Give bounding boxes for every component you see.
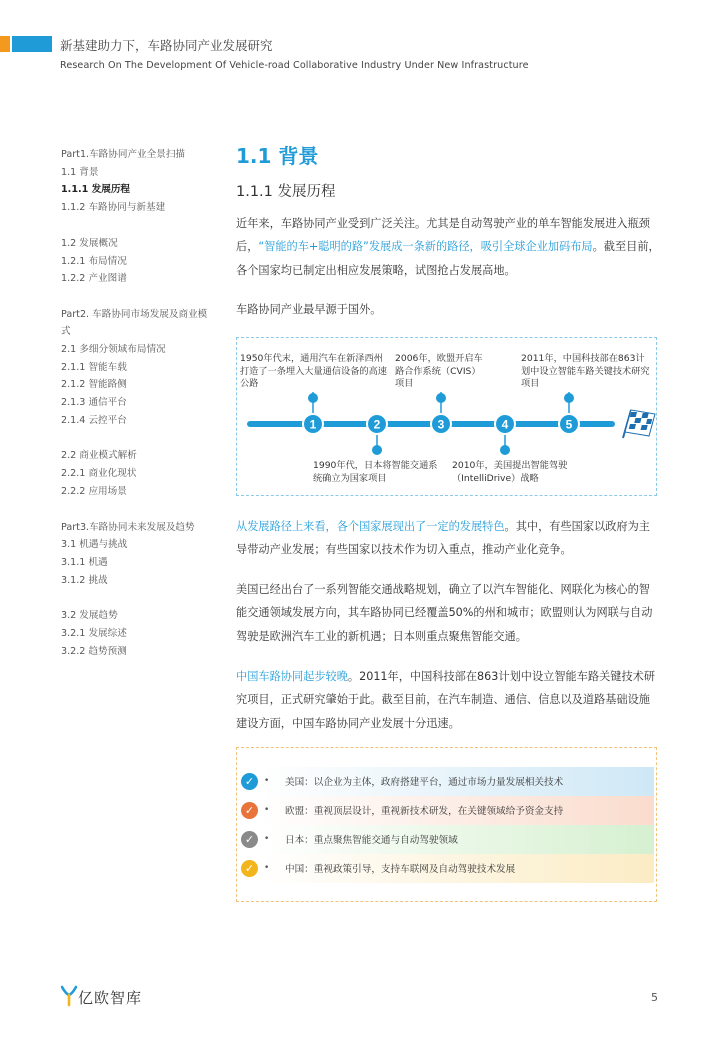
timeline-event-1: 1950年代末，通用汽车在新泽西州打造了一条埋入大量通信设备的高速公路: [240, 353, 387, 389]
timeline-event-2: 1990年代，日本将智能交通系统确立为国家项目: [313, 460, 438, 484]
paragraph-text: 近年来，车路协同产业受到广泛关注。尤其是自动驾驶产业的单车智能发展进入瓶颈后，: [236, 217, 650, 254]
timeline-event-5: 2011年，中国科技部在863计划中设立智能车路关键技术研究项目: [521, 353, 650, 389]
check-icon: ✓: [241, 802, 258, 819]
timeline-marker-1: [303, 414, 323, 434]
section-title: 1.1 背景: [236, 144, 319, 168]
country-row-japan: [241, 825, 654, 854]
report-title-en: Research On The Development Of Vehicle-road Collaborative Industry Under New Infrastructure: [60, 60, 529, 71]
toc-item[interactable]: 3.2 发展趋势: [61, 610, 118, 622]
page-number: 5: [651, 991, 658, 1004]
toc-group: [61, 607, 221, 660]
header-accent-orange: [0, 36, 10, 52]
toc-group: [61, 235, 221, 288]
toc-group: [61, 306, 221, 430]
header-accent-blue: [12, 36, 52, 52]
country-strategy-box: [236, 747, 657, 902]
timeline-box: [236, 337, 657, 496]
timeline-stem-dot: [436, 393, 446, 403]
subsection-title: 1.1.1 发展历程: [236, 184, 336, 200]
paragraph-highlight: 中国车路协同起步较晚: [236, 670, 348, 683]
paragraph-intro: [236, 212, 660, 282]
timeline-stem-dot: [564, 393, 574, 403]
bullet-icon: •: [264, 776, 270, 786]
toc-item[interactable]: 3.1.1 机遇: [61, 556, 108, 568]
report-title-cn: 新基建助力下，车路协同产业发展研究: [60, 38, 273, 53]
paragraph-origin: 车路协同产业最早源于国外。: [236, 303, 382, 316]
timeline-marker-3: [431, 414, 451, 434]
toc-item[interactable]: 1.1.2 车路协同与新基建: [61, 202, 166, 214]
country-row-us: [241, 767, 654, 796]
toc-item-active[interactable]: 1.1.1 发展历程: [61, 184, 131, 196]
toc-item[interactable]: 3.2.2 趋势预测: [61, 645, 127, 657]
paragraph-highlight: “智能的车+聪明的路”发展成一条新的路径，吸引全球企业加码布局: [258, 240, 593, 254]
country-text: 日本：重点聚焦智能交通与自动驾驶领域: [285, 835, 458, 846]
toc-item[interactable]: 1.2.1 布局情况: [61, 255, 127, 267]
paragraph-text: 。2011年，中国科技部在863计划中设立智能车路关键技术研究项目，正式研究肇始于此。截至目前，在汽车制造、通信、信息以及道路基础设施建设方面，中国车路协同产业发展十分迅速。: [236, 670, 656, 730]
toc-item[interactable]: 3.1 机遇与挑战: [61, 539, 128, 551]
toc-item[interactable]: Part3.车路协同未来发展及趋势: [61, 521, 195, 533]
timeline-marker-label: 2: [373, 417, 381, 432]
bullet-icon: •: [264, 834, 270, 844]
country-row-china: [241, 854, 654, 883]
toc-item[interactable]: 3.2.1 发展综述: [61, 628, 127, 640]
yiou-logo-icon: [61, 985, 77, 1007]
toc-item[interactable]: 2.2.1 商业化现状: [61, 468, 137, 480]
toc-item[interactable]: 1.2 发展概况: [61, 237, 118, 249]
bullet-icon: •: [264, 863, 270, 873]
timeline-stem-dot: [308, 393, 318, 403]
paragraph-china: [236, 665, 660, 735]
check-icon: ✓: [241, 831, 258, 848]
check-icon: ✓: [241, 773, 258, 790]
toc-item[interactable]: 2.1.3 通信平台: [61, 397, 127, 409]
toc-group: [61, 447, 221, 500]
timeline-stem-dot: [500, 445, 510, 455]
toc-item[interactable]: 1.2.2 产业图谱: [61, 273, 127, 285]
country-text: 中国：重视政策引导，支持车联网及自动驾驶技术发展: [285, 864, 516, 875]
table-of-contents: [61, 146, 221, 678]
toc-item[interactable]: 3.1.2 挑战: [61, 574, 108, 586]
toc-item[interactable]: 1.1 背景: [61, 166, 99, 178]
country-text: 欧盟：重视顶层设计，重视新技术研发，在关键领域给予资金支持: [285, 806, 564, 817]
toc-item[interactable]: Part1.车路协同产业全景扫描: [61, 149, 186, 160]
toc-item[interactable]: 2.1.2 智能路侧: [61, 379, 127, 391]
country-row-eu: [241, 796, 654, 825]
timeline-marker-label: 1: [309, 417, 317, 432]
paragraph-countries: 美国已经出台了一系列智能交通战略规划，确立了以汽车智能化、网联化为核心的智能交通领域发展方向，其车路协同已经覆盖50%的州和城市；欧盟则认为网联与自动驾驶是欧洲汽车工业的新机遇；日本则重点聚焦智能交通。: [236, 583, 653, 643]
country-text: 美国：以企业为主体，政府搭建平台，通过市场力量发展相关技术: [285, 777, 564, 788]
brand-name: 亿欧智库: [78, 989, 143, 1007]
timeline-stem-dot: [372, 445, 382, 455]
timeline-marker-label: 5: [565, 417, 573, 432]
timeline-marker-2: [367, 414, 387, 434]
timeline-marker-5: [559, 414, 579, 434]
paragraph-paths: [236, 515, 660, 562]
toc-item[interactable]: 2.1.4 云控平台: [61, 414, 127, 426]
paragraph-text: 。截至目前，各个国家均已制定出相应发展策略，试图抢占发展高地。: [236, 240, 660, 277]
timeline-marker-4: [495, 414, 515, 434]
paragraph-text: 。其中，有些国家以政府为主导带动产业发展；有些国家以技术作为切入重点，推动产业化竞争。: [236, 520, 650, 557]
toc-item[interactable]: Part2. 车路协同市场发展及商业模式: [61, 308, 208, 338]
paragraph-highlight: 从发展路径上来看，各个国家展现出了一定的发展特色: [236, 520, 505, 533]
toc-item[interactable]: 2.2 商业模式解析: [61, 450, 137, 462]
timeline-event-4: 2010年，美国提出智能驾驶（IntelliDrive）战略: [452, 460, 568, 484]
timeline-marker-label: 3: [437, 417, 445, 432]
toc-group: [61, 146, 221, 217]
toc-item[interactable]: 2.2.2 应用场景: [61, 485, 127, 497]
toc-item[interactable]: 2.1.1 智能车载: [61, 361, 127, 373]
timeline-marker-label: 4: [501, 417, 509, 432]
toc-item[interactable]: 2.1 多细分领域布局情况: [61, 343, 166, 355]
bullet-icon: •: [264, 805, 270, 815]
check-icon: ✓: [241, 860, 258, 877]
timeline-event-3: 2006年，欧盟开启车路合作系统（CVIS）项目: [395, 353, 483, 389]
toc-group: [61, 519, 221, 590]
checkered-flag-icon: [623, 410, 655, 438]
